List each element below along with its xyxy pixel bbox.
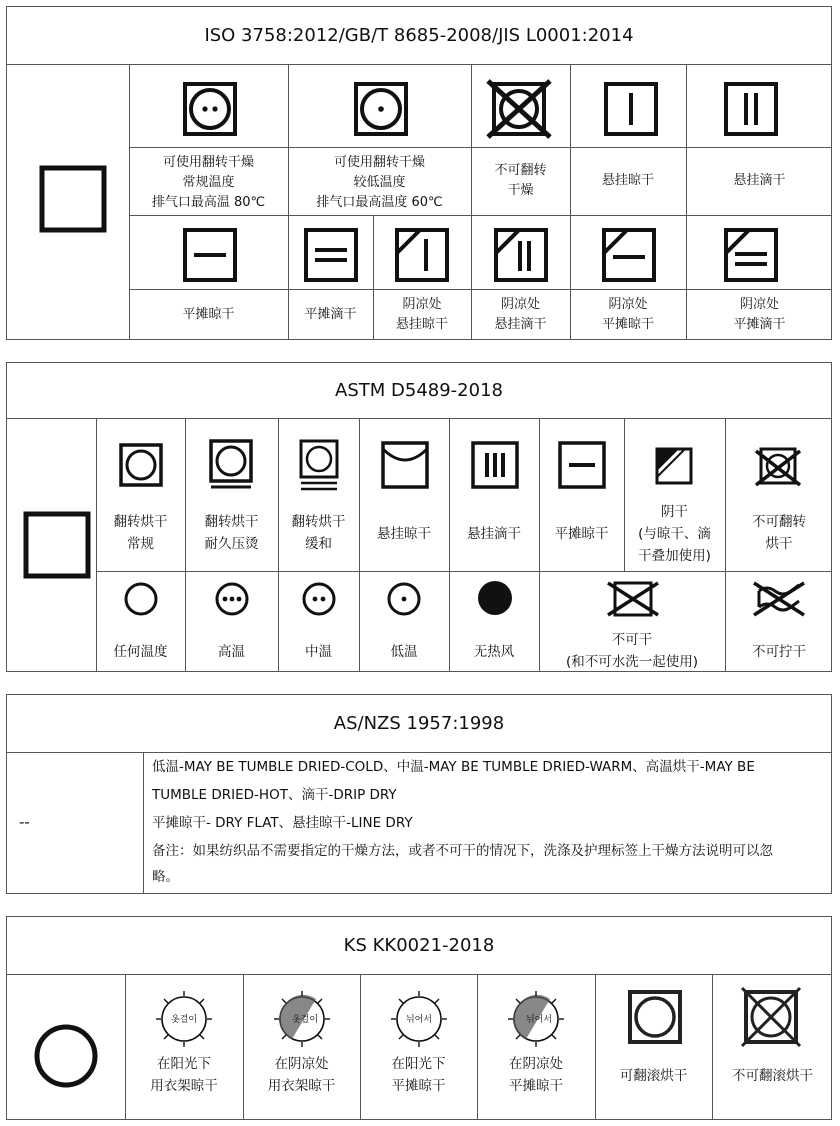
astm-label-shade: 阴干 (与晾干、滴 干叠加使用) (638, 504, 711, 564)
iso-label-drip-dry: 悬挂滴干 (733, 173, 786, 188)
iso-label-shade-drip: 阴凉处 悬挂滴干 (494, 297, 547, 332)
ks-label-no-tumble: 不可翻滚烘干 (732, 1068, 813, 1084)
iso-label-no-tumble: 不可翻转 干燥 (494, 163, 547, 198)
tumble-dry-permanent-press-icon (209, 439, 253, 491)
asnzs-text-line-1: 低温-MAY BE TUMBLE DRIED-COLD、中温-MAY BE TUMBLE DRIED-WARM、高温烘干-MAY BE (152, 759, 755, 775)
astm-label-high-heat: 高温 (218, 644, 245, 660)
asnzs-text-line-5: 略。 (152, 869, 179, 885)
tumble-dry-normal-icon (119, 443, 163, 487)
tumble-dry-normal-icon (182, 81, 238, 137)
astm-label-dry-flat: 平摊晾干 (554, 526, 609, 542)
sun-flat-dry-icon (389, 989, 449, 1049)
low-heat-icon (386, 581, 422, 617)
tumble-dry-allowed-icon (627, 989, 683, 1045)
ks-label-shade-hanger: 在阴凉处 用衣架晾干 (267, 1056, 336, 1094)
astm-section (6, 362, 832, 672)
astm-label-do-not-dry: 不可干 (和不可水洗一起使用) (565, 632, 699, 670)
shade-line-dry-icon (394, 227, 450, 283)
shade-dry-flat-icon (601, 227, 657, 283)
asnzs-text-line-4: 备注：如果纺织品不需要指定的干燥方法，或者不可干的情况下，洗涤及护理标签上干燥方法说明可以忽 (152, 843, 773, 859)
drip-dry-icon (471, 441, 519, 489)
medium-heat-icon (301, 581, 337, 617)
ks-label-sun-hanger: 在阳光下 用衣架晾干 (150, 1056, 218, 1094)
asnzs-title: AS/NZS 1957:1998 (7, 695, 831, 753)
ks-section (6, 916, 832, 1120)
any-heat-icon (123, 581, 159, 617)
astm-label-drip-dry: 悬挂滴干 (467, 526, 521, 542)
iso-section (6, 6, 832, 340)
line-dry-icon (381, 441, 429, 489)
no-heat-icon (476, 579, 514, 617)
shade-drip-dry-icon (493, 227, 549, 283)
dry-square-icon (23, 511, 93, 581)
dry-square-icon (39, 165, 109, 235)
astm-label-no-tumble: 不可翻转 烘干 (752, 514, 806, 552)
astm-label-tumble-perm: 翻转烘干 耐久压烫 (204, 514, 259, 552)
astm-label-do-not-wring: 不可拧干 (752, 644, 806, 660)
sun-hanger-dry-icon (154, 989, 214, 1049)
shade-flat-dry-icon (506, 989, 566, 1049)
do-not-wring-icon (753, 581, 805, 617)
iso-label-flat-drip: 平摊滴干 (304, 307, 357, 322)
astm-label-any-heat: 任何温度 (113, 644, 168, 660)
iso-label-tumble-normal: 可使用翻转干燥 常规温度 排气口最高温 80℃ (151, 155, 266, 210)
ks-label-shade-flat: 在阴凉处 平摊晾干 (509, 1056, 563, 1094)
svg-text:뉘어서: 뉘어서 (525, 1015, 553, 1025)
dry-in-shade-icon (655, 447, 693, 485)
astm-label-tumble-gentle: 翻转烘干 缓和 (291, 514, 346, 552)
astm-label-tumble-normal: 翻转烘干 常规 (113, 514, 168, 552)
ks-label-tumble: 可翻滚烘干 (619, 1068, 688, 1084)
drip-dry-icon (723, 81, 779, 137)
ks-dry-circle-icon (33, 1023, 99, 1089)
shade-flat-drip-icon (723, 227, 779, 283)
no-tumble-dry-icon (741, 987, 801, 1047)
do-not-dry-icon (607, 581, 659, 617)
iso-label-tumble-low: 可使用翻转干燥 较低温度 排气口最高温度 60℃ (316, 155, 443, 210)
tumble-dry-low-icon (353, 81, 409, 137)
do-not-tumble-dry-icon (487, 81, 551, 137)
iso-label-line-dry: 悬挂晾干 (601, 173, 654, 188)
high-heat-icon (214, 581, 250, 617)
ks-label-sun-flat: 在阳光下 平摊晾干 (391, 1056, 446, 1094)
line-dry-icon (603, 81, 659, 137)
tumble-dry-gentle-icon (299, 439, 339, 495)
asnzs-placeholder: -- (19, 813, 30, 831)
astm-label-line-dry: 悬挂晾干 (377, 526, 431, 542)
dry-flat-icon (558, 441, 606, 489)
svg-text:뉘어서: 뉘어서 (405, 1015, 433, 1025)
svg-text:옷걸이: 옷걸이 (170, 1015, 198, 1025)
asnzs-text-line-3: 平摊晾干- DRY FLAT、悬挂晾干-LINE DRY (152, 815, 413, 831)
iso-title: ISO 3758:2012/GB/T 8685-2008/JIS L0001:2014 (7, 7, 831, 65)
astm-label-low-heat: 低温 (390, 644, 418, 660)
iso-label-shade-flat: 阴凉处 平摊晾干 (601, 297, 654, 332)
dry-flat-icon (182, 227, 238, 283)
do-not-tumble-dry-icon (755, 447, 801, 489)
svg-text:옷걸이: 옷걸이 (291, 1015, 319, 1025)
astm-label-no-heat: 无热风 (473, 644, 515, 660)
iso-label-shade-line: 阴凉处 悬挂晾干 (395, 297, 448, 332)
iso-label-shade-flat-drip: 阴凉处 平摊滴干 (733, 297, 786, 332)
astm-label-medium-heat: 中温 (305, 644, 332, 660)
shade-hanger-dry-icon (272, 989, 332, 1049)
iso-label-dry-flat: 平摊晾干 (182, 307, 235, 322)
ks-title: KS KK0021-2018 (7, 917, 831, 975)
flat-drip-dry-icon (303, 227, 359, 283)
asnzs-section (6, 694, 832, 894)
asnzs-text-line-2: TUMBLE DRIED-HOT、滴干-DRIP DRY (152, 787, 397, 803)
astm-title: ASTM D5489-2018 (7, 363, 831, 419)
